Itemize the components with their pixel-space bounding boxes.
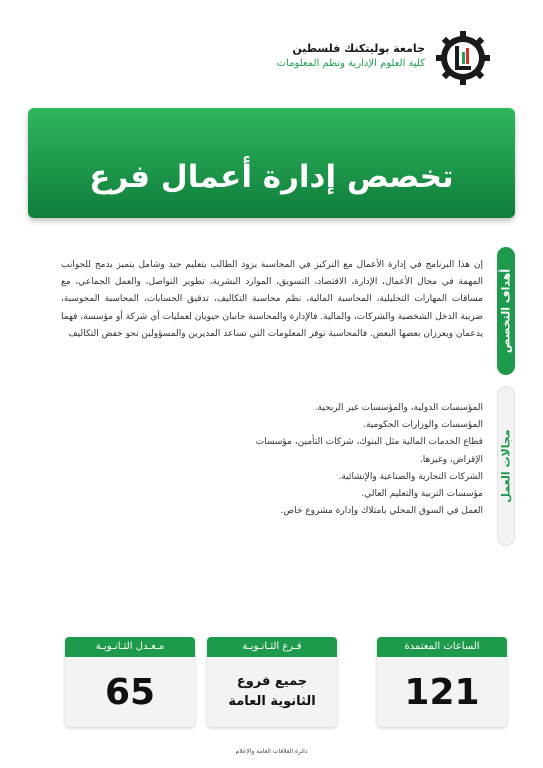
list-item: قطاع الخدمات المالية مثل البنوك، شركات التأمين، مؤسسات الإقراض، وغيرها. bbox=[255, 437, 483, 465]
page-title: تخصص إدارة أعمال فرع محاسبة bbox=[89, 159, 454, 333]
goals-paragraph: إن هذا البرنامج في إدارة الأعمال مع التركيز في المحاسبة يزود الطالب بتعليم جيد وشامل يتميز بدمج للجوانب المهمة في مجال الأعمال، الإدارة، الاقتصاد، التسويق، الموارد البشرية، تطوير التواصل، والعمل الجماعي، مع مساقات المهارات التحليلية، المحاسبة المالية، نظم محاسبة التكاليف، تدقيق الحسابات، المحاسبة المحوسبة، ضريبة الدخل الشخصية والشركات، والمالية. فالإدارة والمحاسبة جانبان حيويان لعمليات أي شركة أو مؤسسة، فهما يدعمان ويعززان بعضها البعض. فالمحاسبة توفر المعلومات التي تساعد المديرين والمسؤولين نحو خفض التكاليف bbox=[61, 260, 483, 339]
list-item: المؤسسات والوزارات الحكومية. bbox=[363, 420, 483, 431]
university-gear-logo-icon bbox=[435, 30, 491, 86]
card-value: جميع فروع الثانوية العامة bbox=[228, 674, 316, 709]
credit-hours-card bbox=[377, 637, 507, 727]
card-value: 65 bbox=[104, 671, 156, 713]
section-tab-goals bbox=[497, 247, 515, 375]
card-value: 121 bbox=[404, 671, 480, 713]
list-item: العمل في السوق المحلي بامتلاك وإدارة مشروع خاص. bbox=[280, 506, 483, 517]
page-header bbox=[30, 30, 491, 86]
work-fields-list bbox=[223, 400, 483, 520]
card-label: الساعات المعتمدة bbox=[377, 637, 507, 657]
college-name: كلية العلوم الإدارية ونظم المعلومات bbox=[276, 58, 425, 69]
list-item: المؤسسات الدولية، والمؤسسات غير الربحية. bbox=[314, 403, 483, 413]
list-item: الشركات التجارية والصناعية والإنشائية. bbox=[338, 471, 483, 482]
secondary-average-card bbox=[65, 637, 195, 727]
section-tab-fields bbox=[497, 386, 515, 546]
section-tab-label: أهداف التخصص bbox=[499, 268, 513, 354]
card-label: فـرع الثـانـويـة bbox=[207, 637, 337, 657]
secondary-branch-card bbox=[207, 637, 337, 727]
list-item: مؤسسات التربية والتعليم العالي. bbox=[361, 489, 483, 500]
university-name: جامعة بوليتكنك فلسطين bbox=[292, 42, 425, 55]
footer-text: دائرة العلاقات العامة والإعلام bbox=[235, 748, 308, 755]
section-tab-label: مجالات العمل bbox=[499, 429, 513, 503]
card-label: مـعـدل الثـانـويـة bbox=[65, 637, 195, 657]
